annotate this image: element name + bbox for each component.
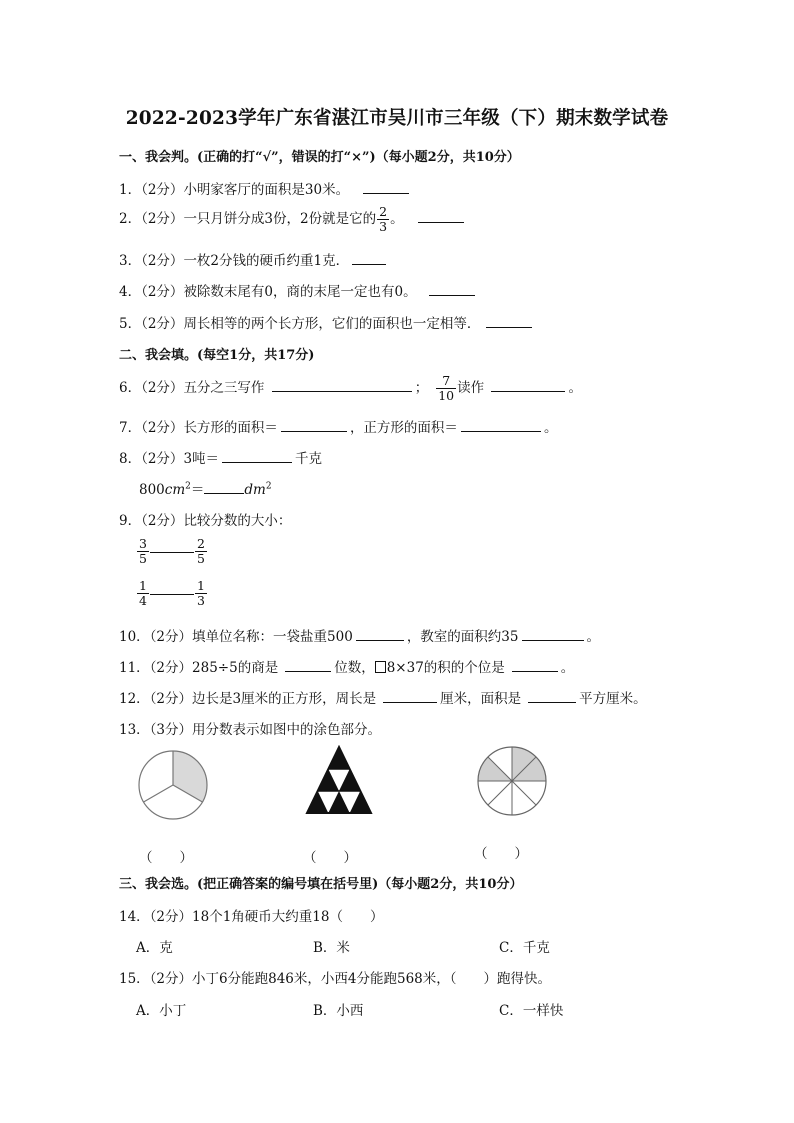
q-text: ，教室的面积约35	[406, 629, 519, 645]
q-score: （2分）	[141, 420, 184, 436]
q-score: （2分）	[141, 182, 184, 198]
q-num: 3．	[119, 253, 142, 269]
q-text: 一只月饼分成3份，2份就是它的	[183, 211, 377, 227]
q-num: 14．	[119, 909, 150, 925]
question-2	[119, 205, 467, 234]
triangle-figure	[307, 747, 371, 813]
exponent: 2	[265, 481, 272, 492]
q-num: 13．	[119, 722, 150, 738]
separator: ；	[414, 380, 429, 396]
answer-blank[interactable]	[272, 390, 412, 392]
answer-blank[interactable]	[461, 430, 541, 432]
q15-option-a[interactable]: A．小丁	[136, 1003, 187, 1019]
fraction	[195, 579, 207, 608]
fraction	[377, 205, 389, 234]
q-num: 4．	[119, 284, 142, 300]
question-5	[119, 312, 535, 332]
q-text: 用分数表示如图中的涂色部分。	[192, 722, 382, 738]
answer-paren-1[interactable]: （ ）	[139, 850, 193, 866]
q14-option-b[interactable]: B．米	[313, 940, 350, 956]
q-text: 一枚2分钱的硬币约重1克．	[183, 253, 350, 269]
section-3-heading: 三、我会选。(把正确答案的编号填在括号里)（每小题2分，共10分）	[119, 877, 523, 892]
compare-pair-2	[136, 579, 208, 608]
answer-paren-3[interactable]: （ ）	[474, 846, 528, 862]
question-8	[119, 447, 322, 467]
unit: cm	[164, 482, 186, 498]
answer-blank[interactable]	[150, 593, 194, 595]
answer-blank[interactable]	[429, 294, 475, 296]
answer-blank[interactable]	[528, 701, 576, 703]
question-13	[119, 718, 381, 738]
q-score: （2分）	[141, 253, 184, 269]
section-1-heading: 一、我会判。(正确的打“√”，错误的打“×”)（每小题2分，共10分）	[119, 150, 520, 165]
fraction-figures	[130, 745, 590, 825]
q15-option-b[interactable]: B．小西	[313, 1003, 364, 1019]
answer-blank[interactable]	[204, 492, 244, 494]
q-score: （2分）	[141, 316, 184, 332]
numerator: 2	[379, 204, 388, 219]
denominator: 10	[438, 388, 455, 403]
denominator: 3	[379, 219, 388, 234]
answer-blank[interactable]	[491, 390, 565, 392]
fraction	[137, 579, 149, 608]
q-num: 1．	[119, 182, 142, 198]
equals: ＝	[190, 482, 205, 498]
q-text: 比较分数的大小：	[183, 513, 292, 529]
q-end: 。	[390, 211, 404, 227]
q-score: （2分）	[149, 971, 193, 987]
value: 800	[139, 482, 165, 498]
numerator: 3	[139, 536, 147, 551]
q-score: （2分）	[141, 451, 184, 467]
q-score: （2分）	[149, 909, 193, 925]
numerator: 2	[196, 536, 205, 551]
q-num: 9．	[119, 513, 142, 529]
q-num: 2．	[119, 211, 142, 227]
fraction	[436, 374, 456, 403]
question-3	[119, 249, 389, 269]
q14-option-a[interactable]: A．克	[136, 940, 173, 956]
question-4	[119, 280, 478, 300]
q-text: 18个1角硬币大约重18（ ）	[192, 909, 384, 925]
numerator: 1	[139, 578, 147, 593]
denominator: 4	[139, 593, 147, 608]
section-2-heading: 二、我会填。(每空1分，共17分)	[119, 348, 315, 363]
question-12	[119, 687, 647, 707]
question-14	[119, 905, 383, 925]
q-text: 边长是3厘米的正方形，周长是	[192, 691, 377, 707]
fraction	[137, 537, 149, 566]
q-end: 。	[560, 660, 575, 676]
answer-blank[interactable]	[418, 221, 464, 223]
q-text: 长方形的面积＝	[183, 420, 278, 436]
answer-blank[interactable]	[486, 326, 532, 328]
denominator: 5	[196, 551, 205, 566]
unit: dm	[244, 482, 266, 498]
q-text: 五分之三写作	[183, 380, 265, 396]
answer-blank[interactable]	[352, 263, 386, 265]
q-num: 5．	[119, 316, 142, 332]
fraction	[195, 537, 207, 566]
q-text: 285÷5的商是	[192, 660, 279, 676]
square-box-icon	[375, 661, 386, 673]
q-score: （2分）	[141, 380, 184, 396]
answer-paren-2[interactable]: （ ）	[303, 850, 357, 866]
answer-blank[interactable]	[512, 670, 558, 672]
q-num: 12．	[119, 691, 150, 707]
q-text: 平方厘米。	[579, 691, 647, 707]
q-text: 小明家客厅的面积是30米。	[183, 182, 350, 198]
q-text: 被除数末尾有0，商的末尾一定也有0。	[183, 284, 417, 300]
numerator: 1	[196, 578, 205, 593]
question-6	[119, 374, 582, 403]
q-text: 位数，	[334, 660, 375, 676]
denominator: 5	[139, 551, 147, 566]
q-score: （2分）	[141, 211, 184, 227]
compare-pair-1	[136, 537, 208, 566]
q-text: 8×37的积的个位是	[386, 660, 505, 676]
question-7	[119, 416, 557, 436]
answer-blank[interactable]	[285, 670, 331, 672]
circle-thirds-figure	[139, 751, 207, 819]
answer-blank[interactable]	[281, 430, 347, 432]
q-score: （2分）	[141, 513, 184, 529]
q-text: 填单位名称：一袋盐重500	[192, 629, 353, 645]
question-9	[119, 509, 291, 529]
numerator: 7	[436, 374, 456, 389]
q-end: 。	[568, 380, 582, 396]
question-1	[119, 178, 412, 198]
answer-blank[interactable]	[356, 639, 404, 641]
denominator: 3	[196, 593, 205, 608]
question-8-line2	[139, 478, 272, 498]
question-15	[119, 967, 551, 987]
q15-option-c[interactable]: C．一样快	[499, 1003, 564, 1019]
q-score: （2分）	[149, 691, 193, 707]
question-10	[119, 625, 600, 645]
q-num: 6．	[119, 380, 142, 396]
answer-blank[interactable]	[363, 192, 409, 194]
answer-blank[interactable]	[522, 639, 584, 641]
q-num: 7．	[119, 420, 142, 436]
answer-blank[interactable]	[222, 461, 292, 463]
q-num: 10．	[119, 629, 150, 645]
q-text: 读作	[457, 380, 485, 396]
q-score: （2分）	[149, 629, 193, 645]
q-num: 15．	[119, 971, 150, 987]
q-text: 周长相等的两个长方形，它们的面积也一定相等．	[183, 316, 481, 332]
exponent: 2	[185, 481, 191, 492]
q-text: 厘米，面积是	[440, 691, 522, 707]
q-text: 3吨＝	[183, 451, 220, 467]
q-score: （2分）	[149, 660, 193, 676]
q-text: ，正方形的面积＝	[349, 420, 458, 436]
answer-blank[interactable]	[383, 701, 437, 703]
q-end: 。	[586, 629, 600, 645]
q-text: 小丁6分能跑846米，小西4分能跑568米，（ ）跑得快。	[192, 971, 551, 987]
q-num: 8．	[119, 451, 142, 467]
q-end: 。	[543, 420, 558, 436]
q-text: 千克	[295, 451, 323, 467]
answer-blank[interactable]	[150, 551, 194, 553]
question-11	[119, 656, 574, 676]
q-score: （3分）	[149, 722, 193, 738]
q14-option-c[interactable]: C．千克	[499, 940, 550, 956]
q-score: （2分）	[141, 284, 184, 300]
circle-eighths-figure	[478, 747, 546, 815]
page-title: 2022-2023学年广东省湛江市吴川市三年级（下）期末数学试卷	[125, 108, 669, 129]
q-num: 11．	[119, 660, 150, 676]
